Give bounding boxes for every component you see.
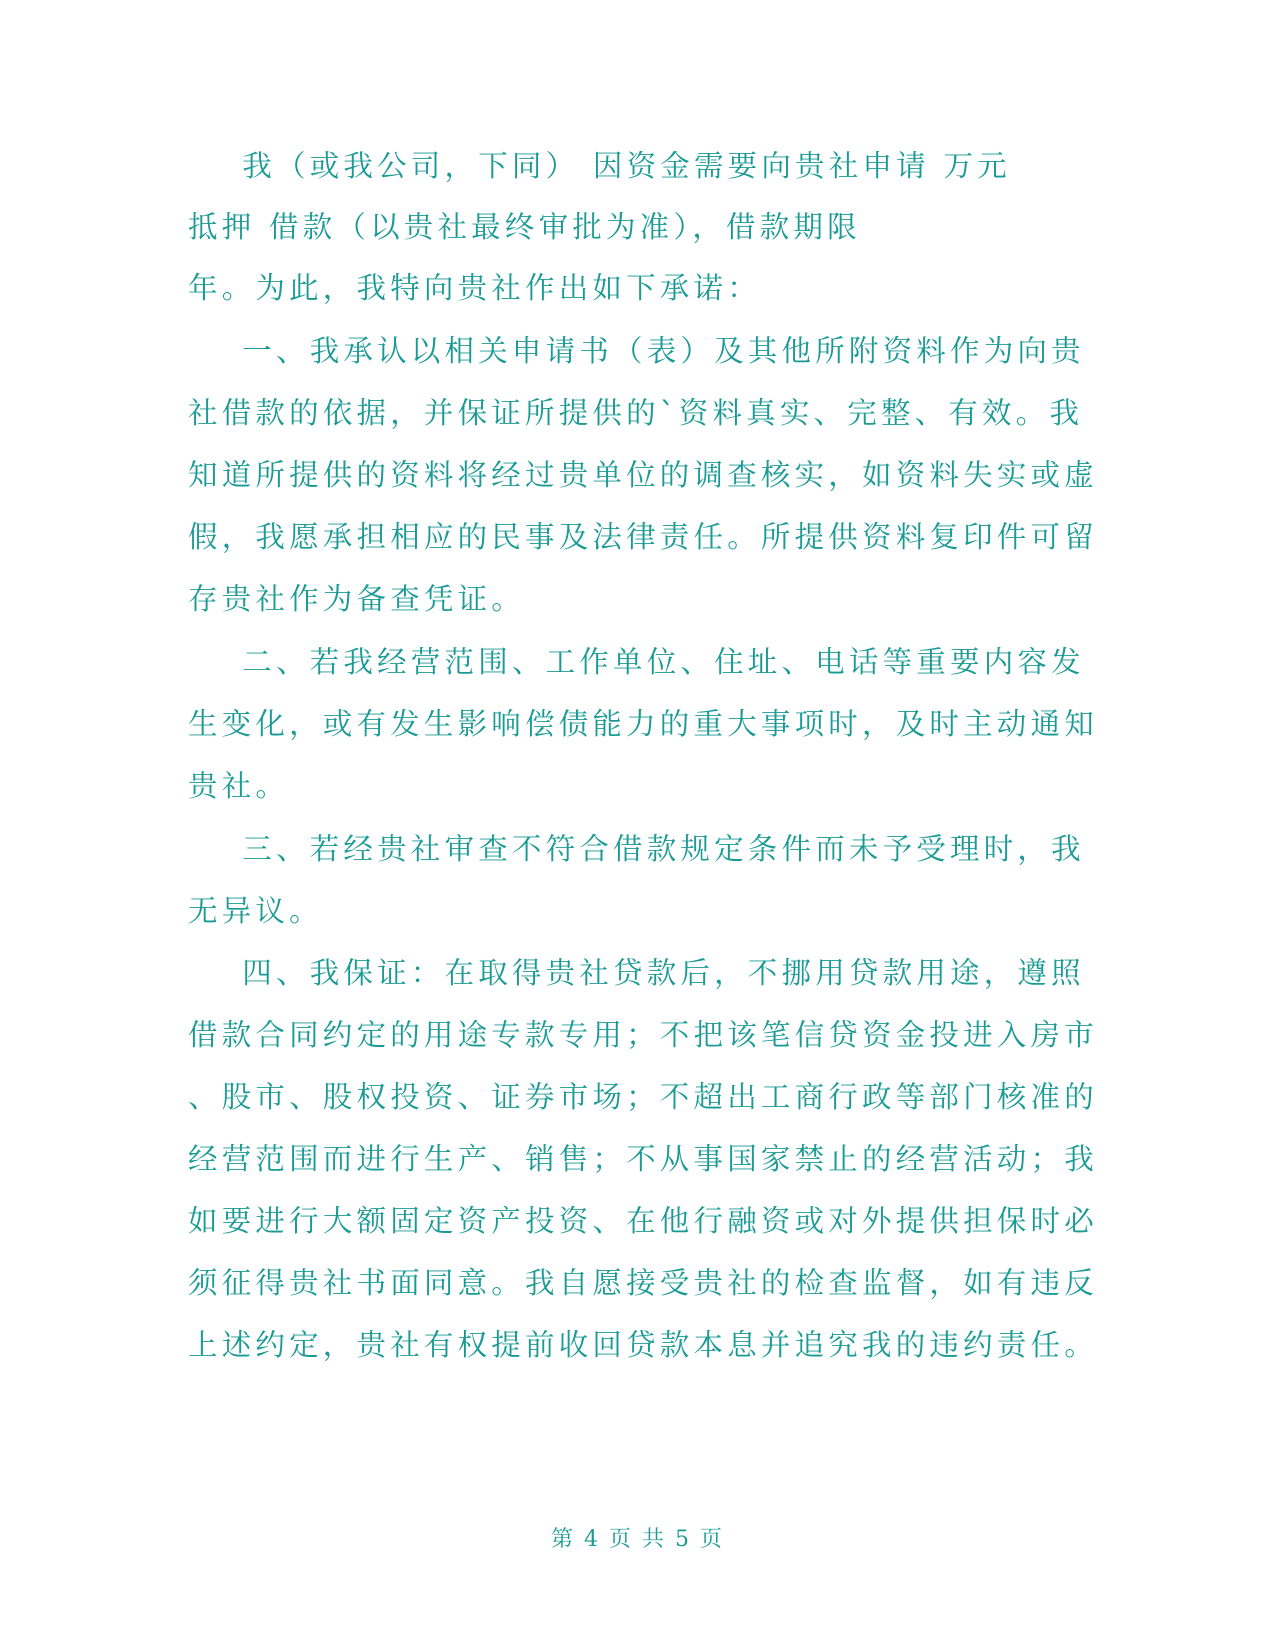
text-line: 四、我保证：在取得贵社贷款后，不挪用贷款用途，遵照 bbox=[188, 956, 1085, 990]
text-line: 无异议。 bbox=[188, 894, 323, 928]
text-line: 存贵社作为备查凭证。 bbox=[188, 582, 526, 616]
text-line: 生变化，或有发生影响偿债能力的重大事项时，及时主动通知 bbox=[188, 707, 1098, 741]
text-line: 上述约定，贵社有权提前收回贷款本息并追究我的违约责任。 bbox=[188, 1328, 1098, 1362]
text-line: 社借款的依据，并保证所提供的`资料真实、完整、有效。我 bbox=[188, 396, 1084, 430]
text-line: 如要进行大额固定资产投资、在他行融资或对外提供担保时必 bbox=[188, 1204, 1098, 1238]
text-line: 我（或我公司，下同） 因资金需要向贵社申请 万元 bbox=[188, 149, 1011, 183]
text-line: 一、我承认以相关申请书（表）及其他所附资料作为向贵 bbox=[188, 334, 1085, 368]
text-line: 经营范围而进行生产、销售；不从事国家禁止的经营活动；我 bbox=[188, 1142, 1098, 1176]
page-footer: 第 4 页 共 5 页 bbox=[551, 1527, 724, 1552]
text-line: 须征得贵社书面同意。我自愿接受贵社的检查监督，如有违反 bbox=[188, 1266, 1098, 1300]
text-line: 抵押 借款（以贵社最终审批为准），借款期限 bbox=[188, 210, 861, 244]
text-line: 假，我愿承担相应的民事及法律责任。所提供资料复印件可留 bbox=[188, 520, 1098, 554]
text-line: 贵社。 bbox=[188, 769, 290, 803]
text-line: 三、若经贵社审查不符合借款规定条件而未予受理时，我 bbox=[188, 832, 1085, 866]
text-line: 二、若我经营范围、工作单位、住址、电话等重要内容发 bbox=[188, 645, 1085, 679]
text-line: 、股市、股权投资、证券市场；不超出工商行政等部门核准的 bbox=[188, 1080, 1098, 1114]
text-line: 知道所提供的资料将经过贵单位的调查核实，如资料失实或虚 bbox=[188, 458, 1098, 492]
text-line: 借款合同约定的用途专款专用；不把该笔信贷资金投进入房市 bbox=[188, 1018, 1098, 1052]
text-line: 年。为此，我特向贵社作出如下承诺： bbox=[188, 271, 761, 305]
